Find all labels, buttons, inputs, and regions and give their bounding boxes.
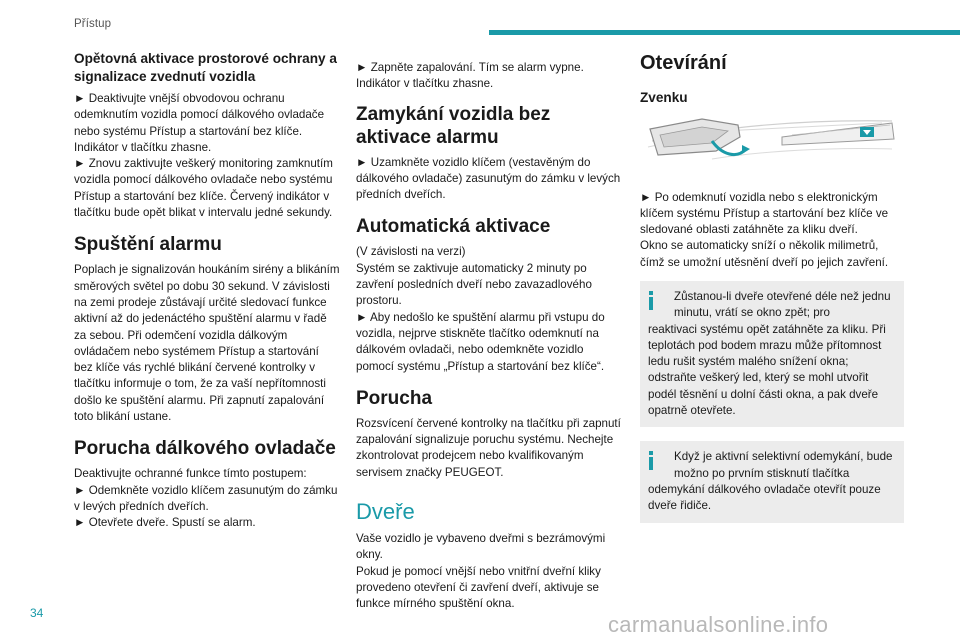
column-middle: [356, 48, 624, 613]
heading-lock-without-alarm: Zamykání vozidla bez aktivace alarmu: [356, 103, 551, 148]
info-icon: [649, 451, 653, 470]
heading-auto-activation: Automatická aktivace: [356, 216, 551, 238]
heading-remote-fault: Porucha dálkového ovladače: [74, 438, 336, 460]
paragraph-remote-fault-1: Deaktivujte ochranné funkce tímto postupem:: [74, 467, 307, 481]
info-box-window-return: [640, 281, 904, 427]
paragraph-outside-2: Okno se automaticky sníží o několik milimetrů, čímž se umožní utěsnění dveří po jejich zavření.: [640, 239, 889, 269]
watermark: carmanualsonline.info: [608, 612, 829, 637]
info-box-selective-unlock: [640, 441, 904, 522]
header-accent-bar: [489, 30, 960, 35]
heading-doors: Dveře: [356, 499, 415, 525]
heading-reactivation: Opětovná aktivace prostorové ochrany a signalizace zvednutí vozidla: [74, 51, 337, 84]
paragraph-reactivation-2: ► Znovu zaktivujte veškerý monitoring zamknutím vozidla pomocí dálkového ovladače nebo systému Přístup a startování bez klíče. Červený indikátor v tlačítku bude opět blikat v intervalu jedné sekundy.: [74, 157, 333, 220]
paragraph-fault: Rozsvícení červené kontrolky na tlačítku při zapnutí zapalování signalizuje poruchu systému. Nechejte zkontrolovat prodejcem nebo kvalifikovaným servisem značky PEUGEOT.: [356, 416, 621, 479]
page-number: 34: [30, 606, 44, 620]
info-box-window-return-text: reaktivaci systému opět zatáhněte za kliku. Při teplotách pod bodem mrazu může přítomnost ledu rušit systém malého snížení okna; odstraňte veškerý led, který se mohl utvořit podél těsnění u dolní části okna, a pak dveře opatrně otevřete.: [648, 322, 886, 418]
info-box-selective-unlock-lead: Když je aktivní selektivní odemykání, bude možno po prvním stisknutí tlačítka: [674, 450, 893, 480]
paragraph-doors-2: Pokud je pomocí vnější nebo vnitřní dveřní kliky provedeno otevření či zavření dveří, aktivuje se funkce mírného spuštění okna.: [356, 564, 601, 611]
heading-alarm-trigger: Spuštění alarmu: [74, 234, 222, 256]
heading-opening: Otevírání: [640, 52, 727, 74]
paragraph-alarm-trigger: Poplach je signalizován houkáním sirény a blikáním směrových světel po dobu 30 sekund. V závislosti na zemi prodeje zůstávají určité sledovací funkce aktivní až do jedenáctého spuštění alarmu v řadě za sebou. Při odemčení vozidla dálkovým ovládačem nebo systémem Přístup a startování bez klíče vás rychlé blikání červené kontrolky v tlačítku informuje o tom, že za vaší nepřítomnosti došlo ke spuštění alarmu. Při zapnutí zapalování toto blikání ustane.: [74, 263, 340, 424]
paragraph-auto-3: ► Aby nedošlo ke spuštění alarmu při vstupu do vozidla, nejprve stiskněte tlačítko odemknutí na dálkovém ovladači, nebo odemkněte vozidlo pomocí systému „Přístup a startování bez klíče“.: [356, 310, 605, 373]
heading-from-outside: Zvenku: [640, 90, 688, 105]
column-right: [640, 52, 904, 523]
info-box-selective-unlock-text: odemykání dálkového ovladače otevřít pouze dveře řidiče.: [648, 482, 881, 513]
door-handle-illustration: [642, 111, 904, 172]
paragraph-lock-without-alarm: ► Uzamkněte vozidlo klíčem (vestavěným do dálkového ovladače) zasunutým do zámku v levých předních dveřích.: [356, 155, 621, 202]
paragraph-auto-1: (V závislosti na verzi): [356, 245, 466, 259]
paragraph-ignition: ► Zapněte zapalování. Tím se alarm vypne. Indikátor v tlačítku zhasne.: [356, 61, 584, 91]
paragraph-outside-1: ► Po odemknutí vozidla nebo s elektronickým klíčem systému Přístup a startování bez klíče ve sledované oblasti zatáhněte za kliku dveří.: [640, 190, 889, 237]
paragraph-doors-1: Vaše vozidlo je vybaveno dveřmi s bezrámovými okny.: [356, 532, 606, 562]
paragraph-remote-fault-3: ► Otevřete dveře. Spustí se alarm.: [74, 516, 256, 530]
paragraph-auto-2: Systém se zaktivuje automaticky 2 minuty po zavření posledních dveří nebo zavazadlového prostoru.: [356, 261, 592, 308]
section-label: Přístup: [74, 18, 112, 30]
paragraph-remote-fault-2: ► Odemkněte vozidlo klíčem zasunutým do zámku v levých předních dveřích.: [74, 483, 338, 513]
column-left: [74, 48, 340, 532]
info-icon: [649, 291, 653, 310]
heading-fault: Porucha: [356, 387, 433, 409]
info-box-window-return-lead: Zůstanou-li dveře otevřené déle než jednu minutu, vrátí se okno zpět; pro: [674, 289, 891, 320]
paragraph-reactivation-1: ► Deaktivujte vnější obvodovou ochranu odemknutím vozidla pomocí dálkového ovladače nebo systému Přístup a startování bez klíče. Indikátor v tlačítku zhasne.: [74, 92, 325, 154]
